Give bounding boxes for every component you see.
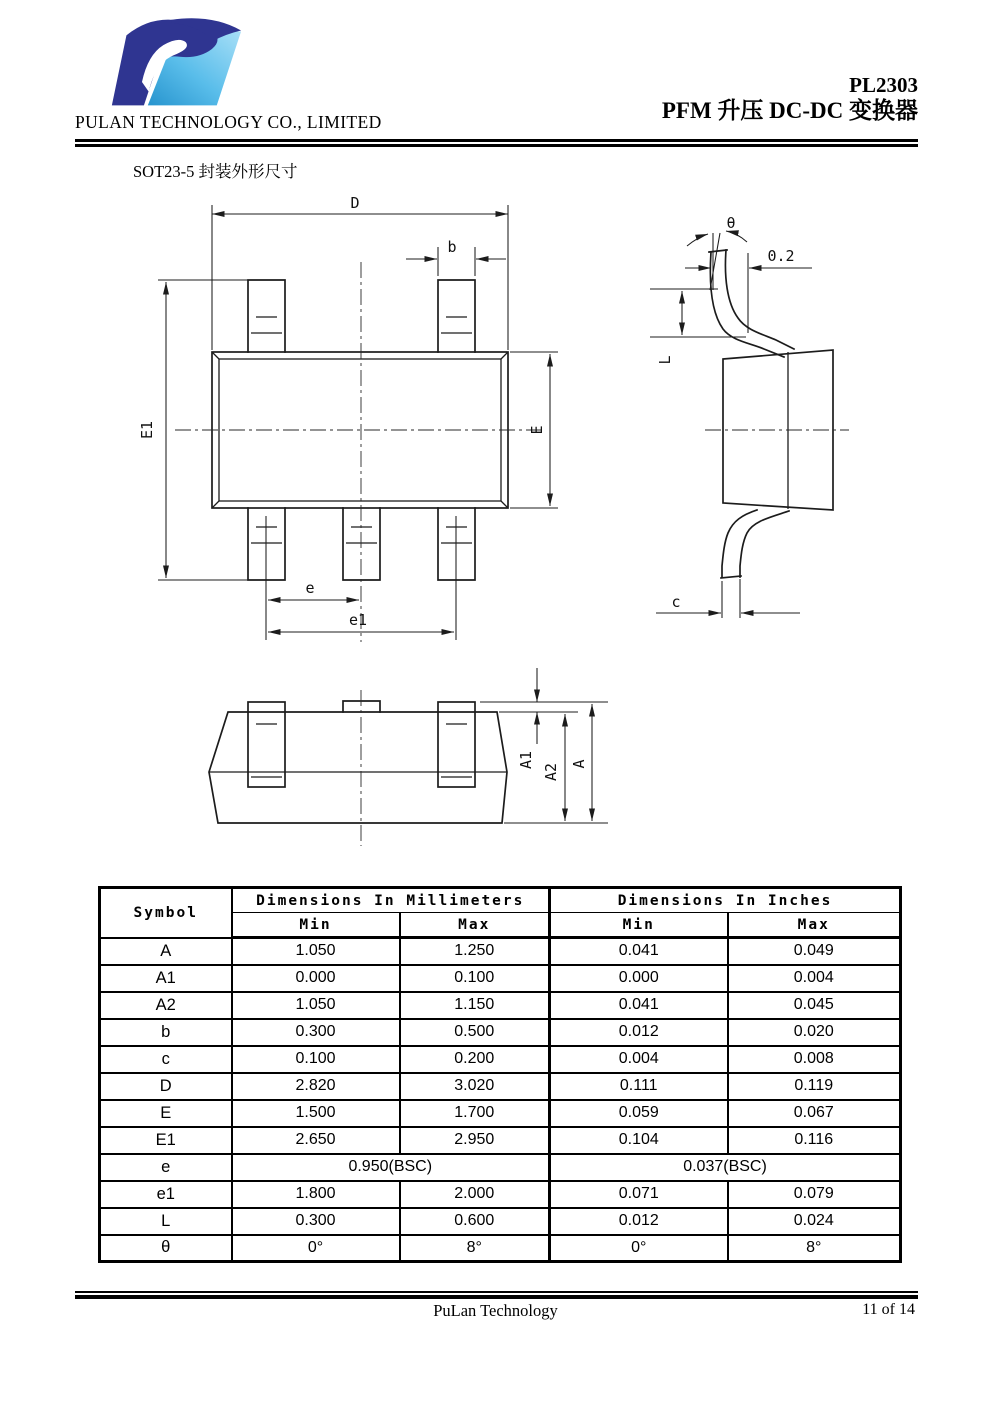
- dim-label-E: E: [528, 425, 546, 435]
- company-name: PULAN TECHNOLOGY CO., LIMITED: [75, 112, 382, 132]
- table-row: L 0.300 0.600 0.012 0.024: [100, 1208, 901, 1235]
- table-header-groups: [100, 888, 901, 913]
- title-block: [662, 74, 918, 126]
- col-header-mm-min: Min: [232, 913, 400, 938]
- company-logo: [106, 14, 244, 116]
- dim-label-A1: A1: [517, 750, 535, 770]
- footer-page-number: 11 of 14: [862, 1301, 915, 1318]
- table-row: e1 1.800 2.000 0.071 0.079: [100, 1181, 901, 1208]
- table-row: b 0.300 0.500 0.012 0.020: [100, 1019, 901, 1046]
- table-row: θ 0° 8° 0° 8°: [100, 1235, 901, 1262]
- table-row: D 2.820 3.020 0.111 0.119: [100, 1073, 901, 1100]
- side-view-drawing: [650, 214, 849, 618]
- col-header-in-min: Min: [550, 913, 728, 938]
- table-row: c 0.100 0.200 0.004 0.008: [100, 1046, 901, 1073]
- dim-label-D: D: [350, 195, 360, 212]
- table-row: A2 1.050 1.150 0.041 0.045: [100, 992, 901, 1019]
- dim-label-c: c: [671, 593, 681, 611]
- dim-label-E1: E1: [138, 420, 156, 440]
- header-rule: [75, 139, 918, 147]
- footer-rule: [75, 1291, 918, 1299]
- col-header-symbol: Symbol: [100, 888, 232, 938]
- front-view-drawing: [209, 668, 608, 846]
- col-header-inch-group: Dimensions In Inches: [550, 888, 901, 913]
- part-number: PL2303: [849, 73, 918, 97]
- dim-label-L: L: [656, 355, 674, 365]
- section-title: SOT23-5 封装外形尺寸: [133, 162, 298, 181]
- package-outline-drawing: [75, 195, 950, 880]
- dim-label-b: b: [447, 238, 457, 256]
- dimensions-table: [98, 886, 902, 1263]
- table-row-e: e 0.950(BSC) 0.037(BSC): [100, 1154, 901, 1181]
- dim-label-A: A: [570, 759, 588, 769]
- col-header-in-max: Max: [728, 913, 901, 938]
- table-row: A1 0.000 0.100 0.000 0.004: [100, 965, 901, 992]
- dim-label-theta: θ: [726, 214, 736, 232]
- table-row: E1 2.650 2.950 0.104 0.116: [100, 1127, 901, 1154]
- table-row: A 1.050 1.250 0.041 0.049: [100, 938, 901, 965]
- part-subtitle: PFM 升压 DC-DC 变换器: [661, 98, 918, 124]
- dim-label-e1: e1: [348, 611, 368, 629]
- col-header-mm-group: Dimensions In Millimeters: [232, 888, 550, 913]
- col-header-mm-max: Max: [400, 913, 550, 938]
- dim-label-A2: A2: [542, 762, 560, 782]
- top-view-drawing: [138, 195, 558, 642]
- footer-company: PuLan Technology: [433, 1301, 558, 1320]
- table-row: E 1.500 1.700 0.059 0.067: [100, 1100, 901, 1127]
- dim-label-offset: 0.2: [767, 247, 795, 265]
- dim-label-e: e: [305, 579, 315, 597]
- pulan-logo-icon: [106, 14, 244, 116]
